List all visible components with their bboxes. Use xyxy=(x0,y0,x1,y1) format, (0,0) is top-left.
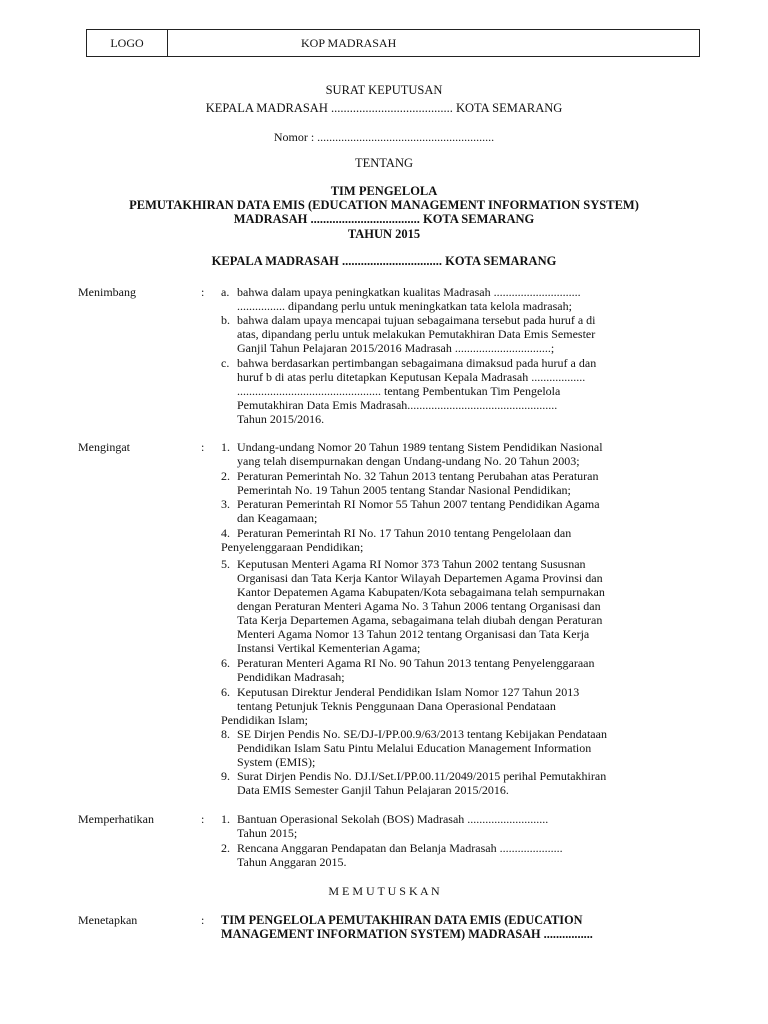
list-line: SE Dirjen Pendis No. SE/DJ-I/PP.00.9/63/2013 tentang Kebijakan Pendataan xyxy=(237,727,607,741)
list-line: Keputusan Direktur Jenderal Pendidikan Islam Nomor 127 Tahun 2013 xyxy=(237,685,580,699)
list-line: dengan Peraturan Menteri Agama No. 3 Tahun 2006 tentang Organisasi dan xyxy=(237,599,601,613)
list-line: Rencana Anggaran Pendapatan dan Belanja Madrasah ..................... xyxy=(237,841,563,855)
list-line: Tahun Anggaran 2015. xyxy=(237,855,347,869)
list-marker: c. xyxy=(221,356,230,370)
memperhatikan-label: Memperhatikan xyxy=(78,812,154,826)
list-marker: 6. xyxy=(221,685,230,699)
list-line: System (EMIS); xyxy=(237,755,316,769)
list-line: Pendidikan Madrasah; xyxy=(237,670,345,684)
decree-title: SURAT KEPUTUSAN xyxy=(325,83,443,97)
list-marker: 9. xyxy=(221,769,230,783)
menetapkan-line: TIM PENGELOLA PEMUTAKHIRAN DATA EMIS (EDUCATION xyxy=(221,913,583,927)
logo-placeholder: LOGO xyxy=(87,30,168,56)
list-marker: 5. xyxy=(221,557,230,571)
decree-number: Nomor : ........................................................... xyxy=(273,130,495,144)
subject-line-3: MADRASAH ................................... KOTA SEMARANG xyxy=(233,212,535,226)
list-line: ................................................ tentang Pembentukan Tim Pengelola xyxy=(237,384,561,398)
list-line: Bantuan Operasional Sekolah (BOS) Madrasah ........................... xyxy=(237,812,549,826)
list-marker: 3. xyxy=(221,497,230,511)
mengingat-colon: : xyxy=(201,440,205,454)
menimbang-label: Menimbang xyxy=(78,285,136,299)
menetapkan-line: MANAGEMENT INFORMATION SYSTEM) MADRASAH ................ xyxy=(221,927,593,941)
menetapkan-label: Menetapkan xyxy=(78,913,138,927)
mengingat-label: Mengingat xyxy=(78,440,130,454)
list-marker: 1. xyxy=(221,812,230,826)
list-marker: 8. xyxy=(221,727,230,741)
memutuskan-heading: M E M U T U S K A N xyxy=(328,884,440,898)
list-line: atas, dipandang perlu untuk melakukan Pemutakhiran Data Emis Semester xyxy=(237,327,596,341)
menimbang-colon: : xyxy=(201,285,205,299)
list-line-hanging: Penyelenggaraan Pendidikan; xyxy=(221,540,364,554)
issuer-heading: KEPALA MADRASAH ................................ KOTA SEMARANG xyxy=(211,254,557,268)
list-line: dan Keagamaan; xyxy=(237,511,318,525)
list-line: tentang Petunjuk Teknis Penggunaan Dana Operasional Pendataan xyxy=(237,699,556,713)
subject-line-1: TIM PENGELOLA xyxy=(330,184,438,198)
list-marker: 6. xyxy=(221,656,230,670)
list-line: bahwa berdasarkan pertimbangan sebagaimana dimaksud pada huruf a dan xyxy=(237,356,597,370)
list-marker: 1. xyxy=(221,440,230,454)
list-line: huruf b di atas perlu ditetapkan Keputusan Kepala Madrasah .................. xyxy=(237,370,586,384)
subject-line-4: TAHUN 2015 xyxy=(347,227,421,241)
list-line: Ganjil Tahun Pelajaran 2015/2016 Madrasah ................................; xyxy=(237,341,555,355)
list-line: Menteri Agama Nomor 13 Tahun 2012 tentang Organisasi dan Tata Kerja xyxy=(237,627,590,641)
list-line: Kantor Depatemen Agama Kabupaten/Kota sebagaimana telah sempurnakan xyxy=(237,585,605,599)
list-marker: 2. xyxy=(221,841,230,855)
list-marker: a. xyxy=(221,285,230,299)
list-line: Peraturan Pemerintah No. 32 Tahun 2013 tentang Perubahan atas Peraturan xyxy=(237,469,599,483)
list-line: Keputusan Menteri Agama RI Nomor 373 Tahun 2002 tentang Sususnan xyxy=(237,557,586,571)
list-line: Undang-undang Nomor 20 Tahun 1989 tentang Sistem Pendidikan Nasional xyxy=(237,440,603,454)
list-line: ................ dipandang perlu untuk meningkatkan tata kelola madrasah; xyxy=(237,299,572,313)
letterhead-box xyxy=(86,29,700,57)
list-marker: b. xyxy=(221,313,230,327)
list-line: Peraturan Pemerintah RI No. 17 Tahun 2010 tentang Pengelolaan dan xyxy=(237,526,572,540)
list-marker: 4. xyxy=(221,526,230,540)
list-line: Pendidikan Islam Satu Pintu Melalui Education Management Information xyxy=(237,741,592,755)
list-line: Tahun 2015; xyxy=(237,826,298,840)
list-line: yang telah disempurnakan dengan Undang-undang No. 20 Tahun 2003; xyxy=(237,454,580,468)
list-line: bahwa dalam upaya mencapai tujuan sebagaimana tersebut pada huruf a di xyxy=(237,313,596,327)
kop-madrasah-label: KOP MADRASAH xyxy=(301,35,397,50)
decree-issuer-line: KEPALA MADRASAH ....................................... KOTA SEMARANG xyxy=(205,101,563,115)
subject-line-2: PEMUTAKHIRAN DATA EMIS (EDUCATION MANAGEMENT INFORMATION SYSTEM) xyxy=(129,198,639,212)
list-line: bahwa dalam upaya peningkatkan kualitas Madrasah ............................. xyxy=(237,285,581,299)
list-line: Peraturan Pemerintah RI Nomor 55 Tahun 2007 tentang Pendidikan Agama xyxy=(237,497,600,511)
list-line: Tata Kerja Departemen Agama, sebagaimana telah diubah dengan Peraturan xyxy=(237,613,603,627)
list-line-hanging: Pendidikan Islam; xyxy=(221,713,308,727)
list-line: Surat Dirjen Pendis No. DJ.I/Set.I/PP.00.11/2049/2015 perihal Pemutakhiran xyxy=(237,769,607,783)
list-line: Data EMIS Semester Ganjil Tahun Pelajaran 2015/2016. xyxy=(237,783,509,797)
list-line: Tahun 2015/2016. xyxy=(237,412,325,426)
list-line: Instansi Vertikal Kementerian Agama; xyxy=(237,641,421,655)
list-line: Pemutakhiran Data Emis Madrasah.................................................. xyxy=(237,398,558,412)
menetapkan-colon: : xyxy=(201,913,205,927)
memperhatikan-colon: : xyxy=(201,812,205,826)
tentang-heading: TENTANG xyxy=(354,156,413,170)
list-marker: 2. xyxy=(221,469,230,483)
list-line: Pemerintah No. 19 Tahun 2005 tentang Standar Nasional Pendidikan; xyxy=(237,483,571,497)
list-line: Organisasi dan Tata Kerja Kantor Wilayah Departemen Agama Provinsi dan xyxy=(237,571,603,585)
list-line: Peraturan Menteri Agama RI No. 90 Tahun 2013 tentang Penyelenggaraan xyxy=(237,656,595,670)
